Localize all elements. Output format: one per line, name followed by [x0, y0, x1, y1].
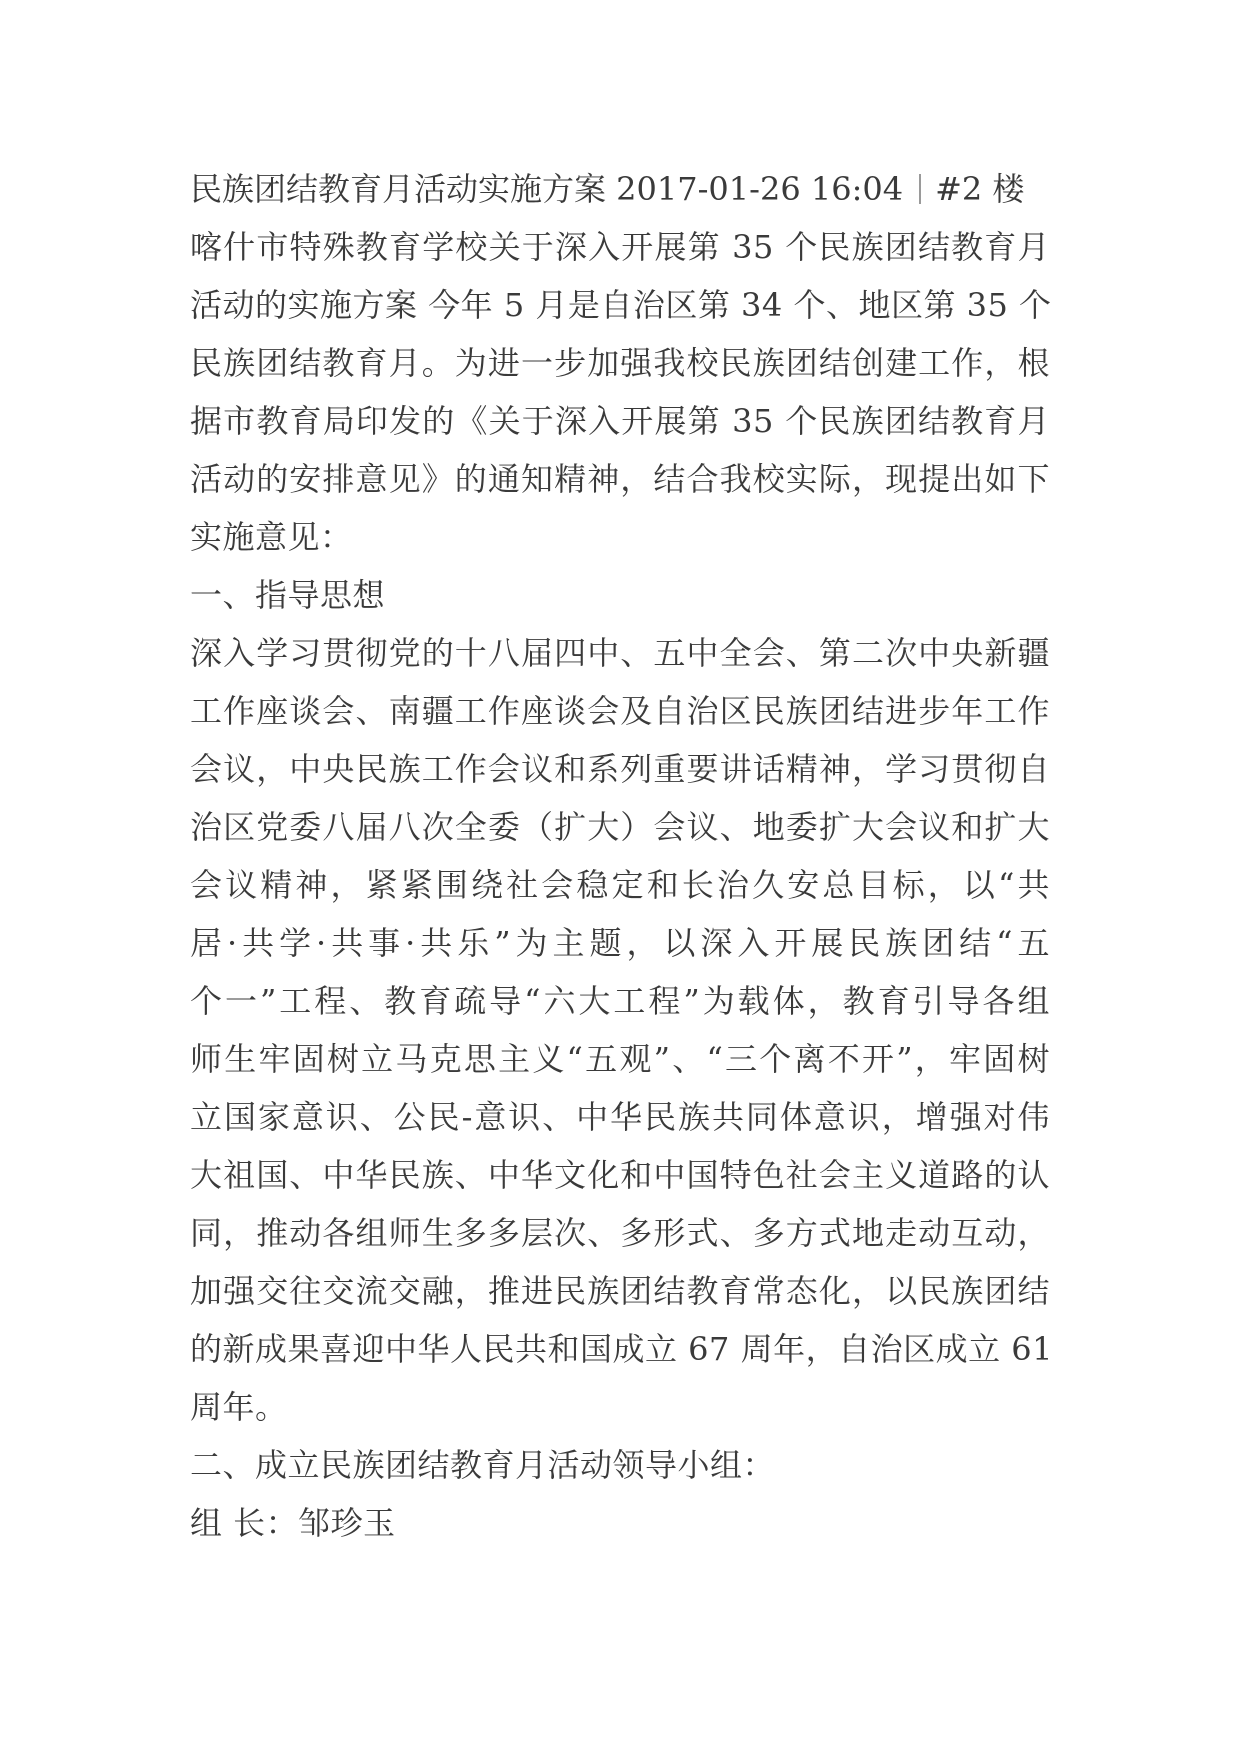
text-line: 加强交往交流交融，推进民族团结教育常态化，以民族团结: [190, 1272, 1050, 1310]
text-line: 民族团结教育月。为进一步加强我校民族团结创建工作，根: [190, 344, 1050, 382]
document-header: [190, 160, 1050, 218]
text-line: 工作座谈会、南疆工作座谈会及自治区民族团结进步年工作: [190, 692, 1050, 730]
text-line: 居·共学·共事·共乐”为主题，以深入开展民族团结“五: [190, 924, 1050, 962]
document-body: [190, 160, 1053, 1552]
text-line: 喀什市特殊教育学校关于深入开展第 35 个民族团结教育月: [190, 228, 1050, 266]
text-line: 师生牢固树立马克思主义“五观”、“三个离不开”，牢固树: [190, 1040, 1050, 1078]
text-line: 会议，中央民族工作会议和系列重要讲话精神，学习贯彻自: [190, 750, 1050, 788]
text-line: 立国家意识、公民-意识、中华民族共同体意识，增强对伟: [190, 1098, 1050, 1136]
section-heading: 一、指导思想: [190, 576, 386, 614]
title-separator: [919, 174, 921, 204]
text-line: 同，推动各组师生多多层次、多形式、多方式地走动互动，: [190, 1214, 1050, 1252]
text-line: 治区党委八届八次全委（扩大）会议、地委扩大会议和扩大: [190, 808, 1050, 846]
text-line: 个一”工程、教育疏导“六大工程”为载体，教育引导各组: [190, 982, 1050, 1020]
document-title: 民族团结教育月活动实施方案 2017-01-26 16:04: [190, 170, 904, 208]
text-line: 组 长：邹珍玉: [190, 1504, 396, 1542]
text-line: 周年。: [190, 1388, 288, 1426]
text-line: 深入学习贯彻党的十八届四中、五中全会、第二次中央新疆: [190, 634, 1050, 672]
text-line: 据市教育局印发的《关于深入开展第 35 个民族团结教育月: [190, 402, 1050, 440]
floor-label: #2 楼: [935, 170, 1025, 208]
text-line: 大祖国、中华民族、中华文化和中国特色社会主义道路的认: [190, 1156, 1050, 1194]
text-line: 实施意见：: [190, 518, 353, 556]
text-line: 活动的安排意见》的通知精神，结合我校实际，现提出如下: [190, 460, 1050, 498]
text-line: 会议精神，紧紧围绕社会稳定和长治久安总目标，以“共: [190, 866, 1050, 904]
section-heading: 二、成立民族团结教育月活动领导小组：: [190, 1446, 776, 1484]
text-line: 的新成果喜迎中华人民共和国成立 67 周年，自治区成立 61: [190, 1330, 1053, 1368]
text-line: 活动的实施方案 今年 5 月是自治区第 34 个、地区第 35 个: [190, 286, 1052, 324]
